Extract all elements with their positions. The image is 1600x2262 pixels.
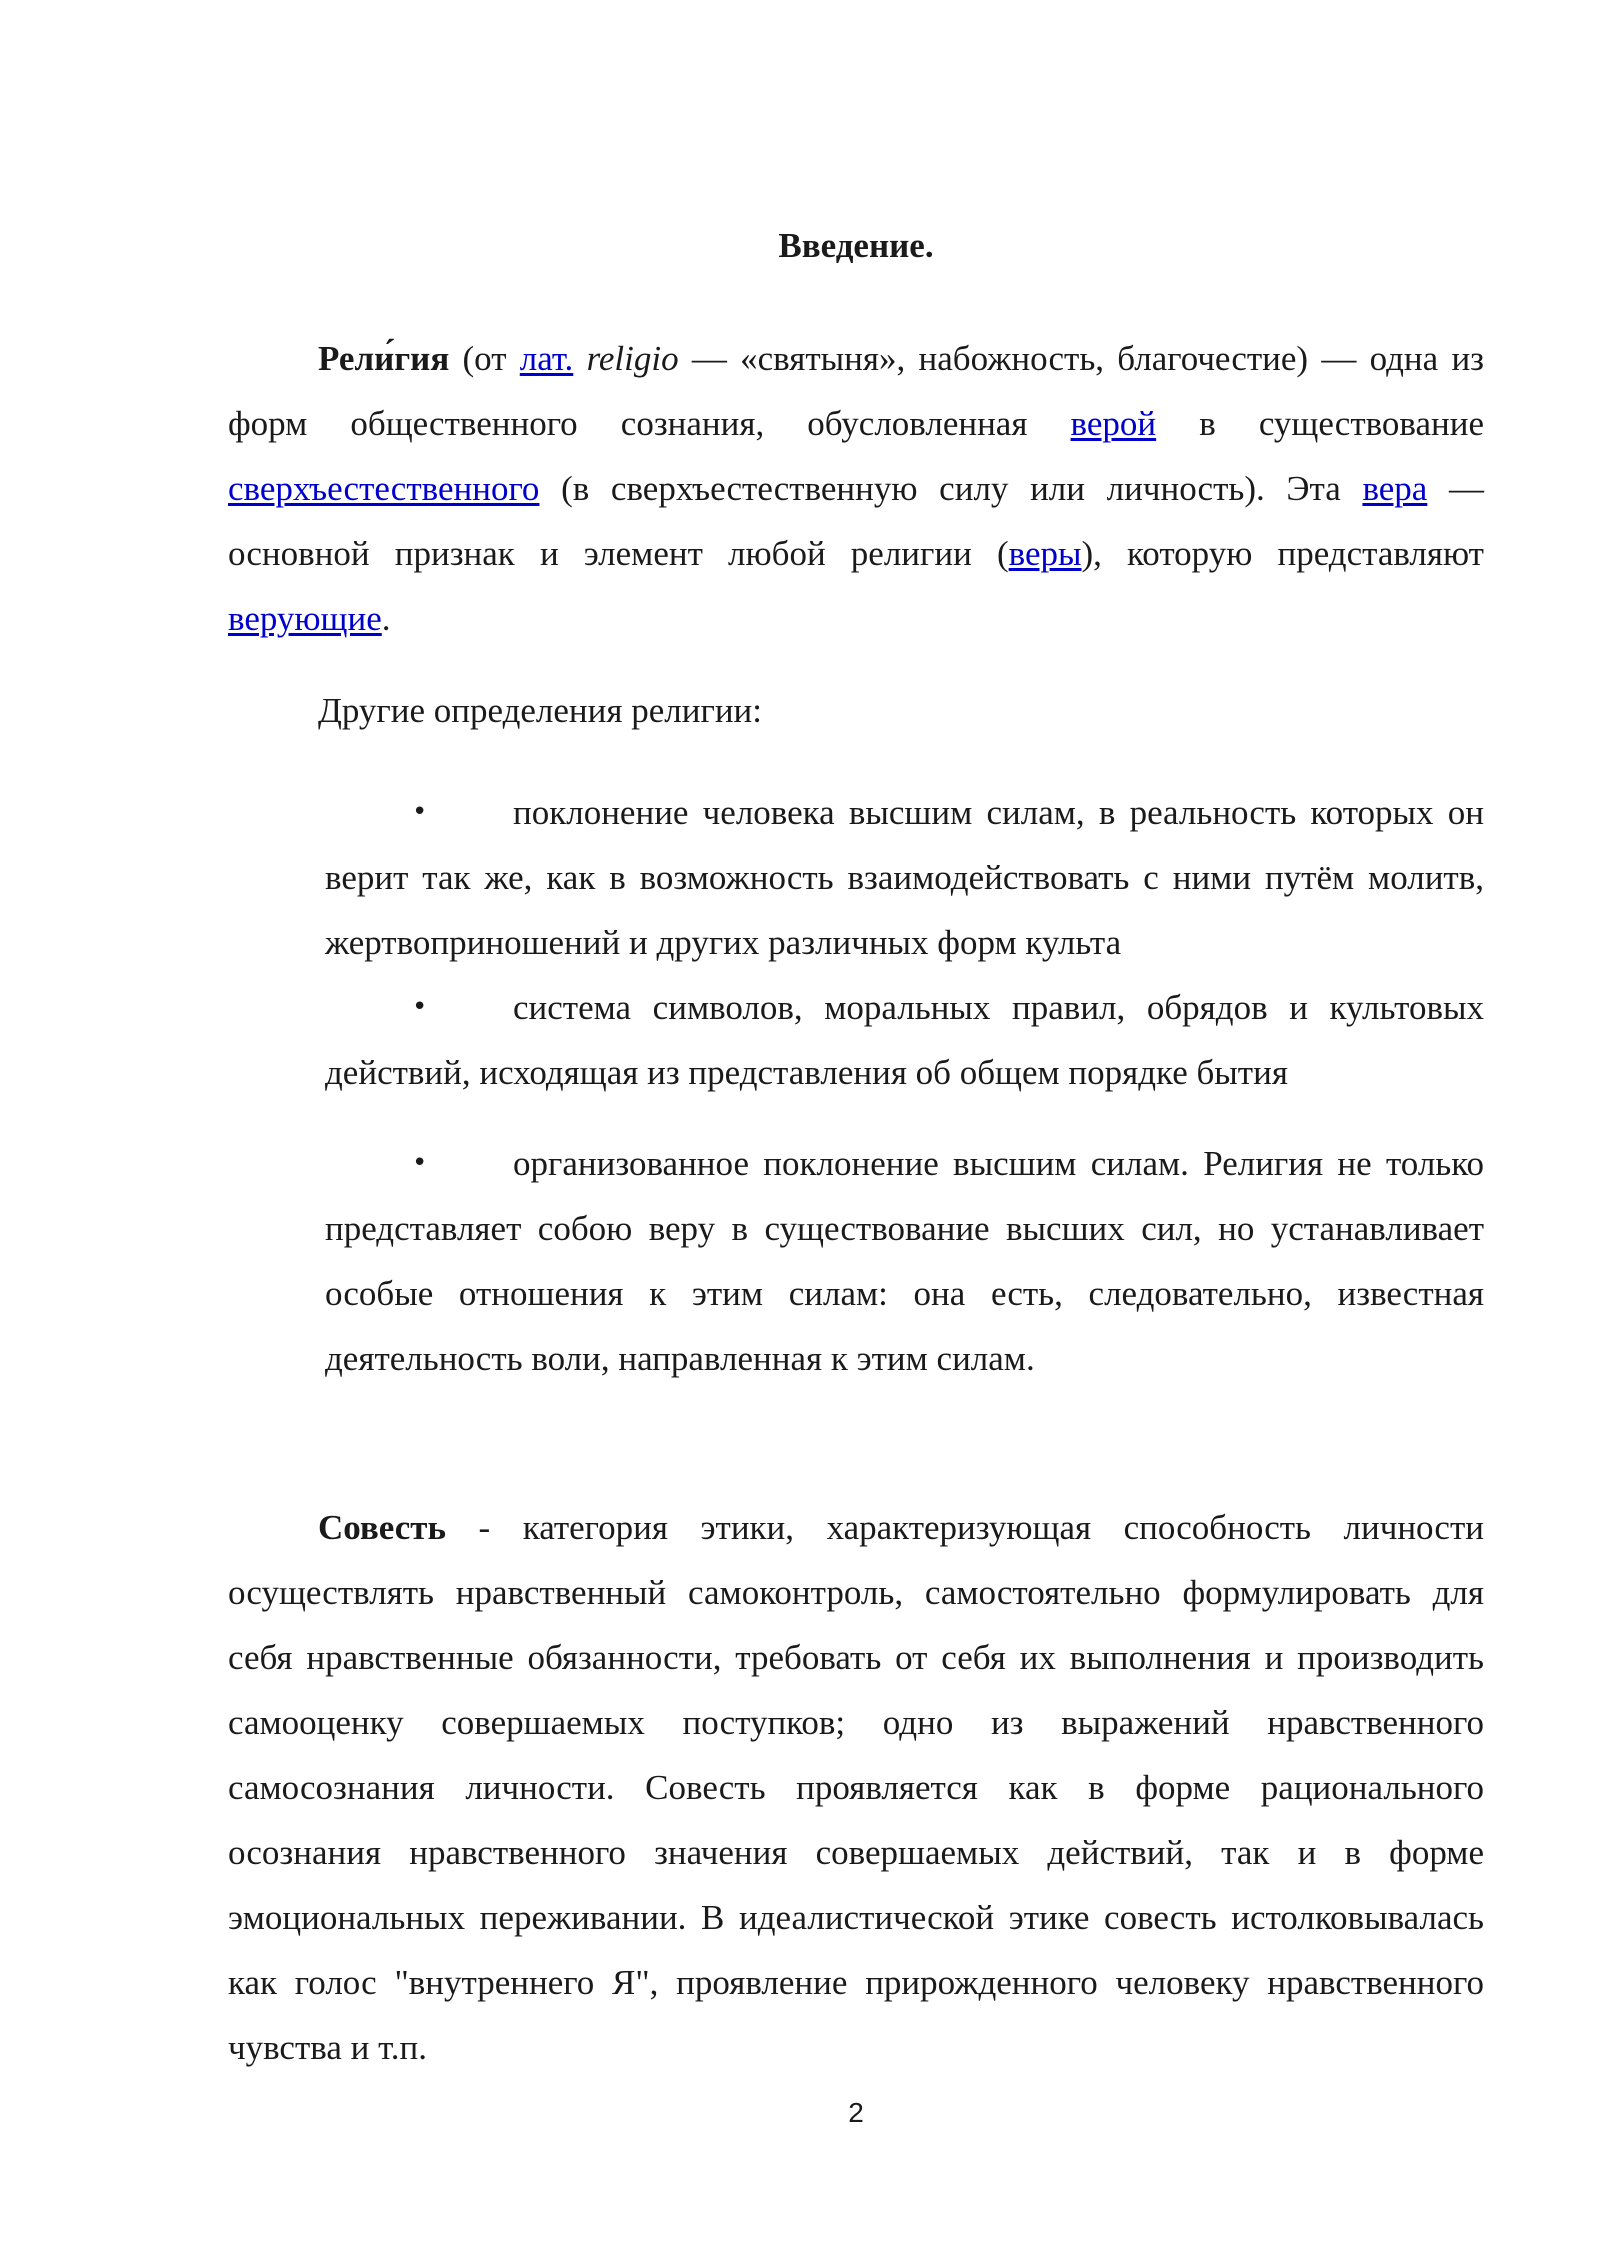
text-fragment: .: [381, 599, 391, 638]
page-title: Введение.: [778, 226, 934, 265]
religion-term: Рели́гия: [318, 339, 450, 378]
link-very[interactable]: веры: [1008, 534, 1082, 573]
link-latin[interactable]: лат.: [519, 339, 574, 378]
latin-word: religio: [586, 339, 679, 378]
page-number: 2: [848, 2097, 864, 2128]
other-definitions-intro: Другие определения религии:: [318, 691, 763, 730]
religion-paragraph: [228, 326, 1484, 651]
text-fragment: [573, 339, 586, 378]
link-vera[interactable]: вера: [1362, 469, 1428, 508]
text-fragment: (от: [449, 339, 520, 378]
link-faith[interactable]: верой: [1070, 404, 1157, 443]
text-fragment: ), которую представляют: [1081, 534, 1484, 573]
conscience-text: - категория этики, характеризующая способность личности осуществлять нравственный самоконтроль, самостоятельно формулировать для себя нравственные обязанности, требовать от себя их выполнения и производить самооценку совершаемых поступков; одно из выражений нравственного самосознания личности. Совесть проявляется как в форме рационального осознания нравственного значения совершаемых действий, так и в форме эмоциональных переживании. В идеалистической этике совесть истолковывалась как голос "внутреннего Я", проявление прирожденного человеку нравственного чувства и т.п.: [228, 1508, 1484, 2067]
definition-item: поклонение человека высшим силам, в реальность которых он верит так же, как в возможность взаимодействовать с ними путём молитв, жертвоприношений и других различных форм культа: [325, 793, 1484, 962]
definition-item: организованное поклонение высшим силам. Религия не только представляет собою веру в существование высших сил, но устанавливает особые отношения к этим силам: она есть, следовательно, известная деятельность воли, направленная к этим силам.: [325, 1144, 1484, 1378]
conscience-term: Совесть: [318, 1508, 447, 1547]
text-fragment: в существование: [1156, 404, 1484, 443]
text-fragment: — «святыня», набожность, благочестие) — одна из форм общественного сознания, обусловленная: [228, 339, 1485, 443]
link-believers[interactable]: верующие: [228, 599, 382, 638]
bullet-marker: •: [412, 992, 428, 1022]
link-supernatural[interactable]: сверхъестественного: [228, 469, 540, 508]
bullet-marker: •: [412, 1148, 428, 1178]
definition-item: система символов, моральных правил, обрядов и культовых действий, исходящая из представления об общем порядке бытия: [325, 988, 1484, 1092]
bullet-marker: •: [412, 797, 428, 827]
text-fragment: (в сверхъестественную силу или личность). Эта: [539, 469, 1363, 508]
text-fragment: — основной признак и элемент любой религии (: [228, 469, 1484, 573]
conscience-paragraph: [228, 1495, 1484, 2080]
